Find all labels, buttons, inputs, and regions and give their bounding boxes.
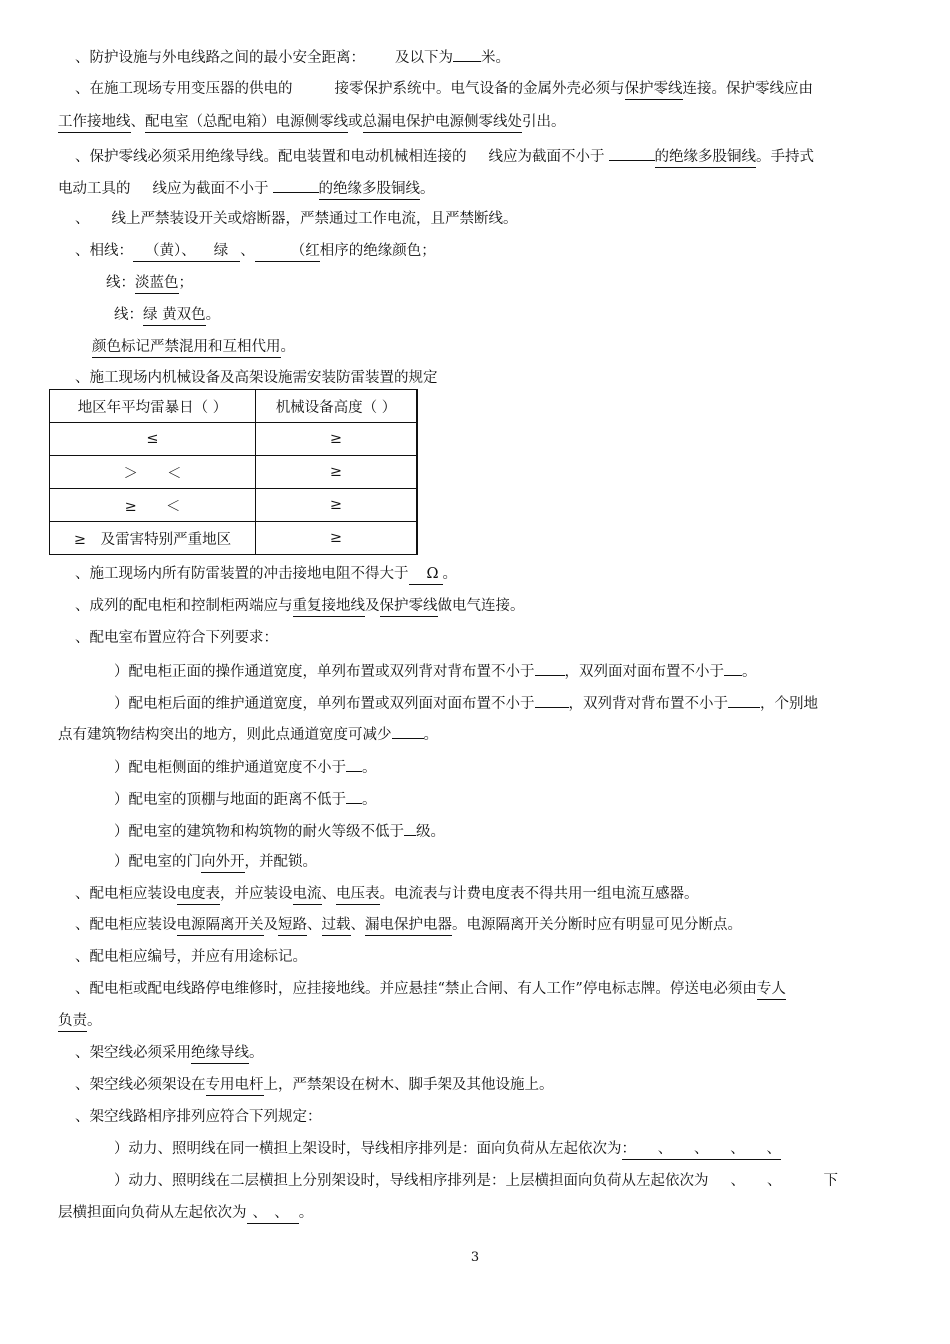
- text: 、配电柜或配电线路停电维修时，应挂接地线。并应悬挂“禁止合闸、有人工作”停电标志牌。停送电必须由: [75, 981, 757, 997]
- item-ground-resistance: [75, 564, 457, 585]
- text: ）配电柜正面的操作通道宽度，单列布置或双列背对背布置不小于: [114, 664, 535, 680]
- answer-underline: Ω: [409, 566, 443, 585]
- text: 线上严禁装设开关或熔断器，严禁通过工作电流，且严禁断线。: [111, 211, 518, 227]
- answer-underline: 绿: [196, 243, 241, 262]
- lightning-protection-table: [49, 389, 418, 555]
- table-header: 机械设备高度（ ）: [256, 390, 418, 423]
- text: 下: [823, 1173, 838, 1189]
- text: 。: [742, 664, 757, 680]
- table-cell: ≥ 及雷害特别严重地区: [50, 522, 256, 555]
- table-cell: ≥ ＜: [50, 489, 256, 522]
- item-side-aisle: [114, 756, 377, 778]
- text: 米。: [481, 50, 510, 66]
- table-cell: ≤: [50, 423, 256, 456]
- answer-underline: 保护零线: [625, 81, 683, 100]
- answer-underline: 的绝缘多股铜线: [655, 149, 757, 168]
- item-neutral-color: [106, 273, 193, 294]
- item-single-crossarm: [114, 1139, 781, 1160]
- text: ）配电柜后面的维护通道宽度，单列布置或双列面对面布置不小于: [114, 696, 535, 712]
- text: 接零保护系统中。电气设备的金属外壳必须与: [334, 81, 625, 97]
- answer-underline: 绿 黄双色: [143, 307, 206, 326]
- table-header-row: [50, 390, 418, 423]
- text: 。: [205, 307, 221, 323]
- text: 、: [75, 211, 90, 227]
- answer-underline: 配电室（总配电箱）电源侧零线: [145, 114, 348, 133]
- answer-underline: （黄）、: [133, 243, 196, 262]
- item-phase-colors: [75, 241, 436, 262]
- item-numbering: [75, 947, 307, 967]
- item-ceiling-height: [114, 788, 377, 810]
- table-cell: ≥: [256, 489, 418, 522]
- answer-underline: 专用电杆: [206, 1077, 264, 1096]
- table-row: [50, 423, 418, 456]
- text: 、成列的配电柜和控制柜两端应与: [75, 598, 293, 614]
- answer-underline: 专人: [757, 981, 786, 1000]
- text: ）配电室的建筑物和构筑物的耐火等级不低于: [114, 824, 404, 840]
- text: 、: [130, 114, 145, 130]
- text: 层横担面向负荷从左起依次为: [58, 1205, 247, 1221]
- item-tn-system-cont: [58, 112, 566, 133]
- text: 。: [362, 760, 377, 776]
- text: 、: [730, 1173, 745, 1189]
- fill-blank: [728, 692, 760, 708]
- text: 、施工现场内所有防雷装置的冲击接地电阻不得大于: [75, 566, 409, 582]
- answer-underline: （红: [255, 243, 320, 262]
- text: 、架空线路相序排列应符合下列规定：: [75, 1109, 322, 1125]
- text: 。: [442, 566, 458, 582]
- text: 点有建筑物结构突出的地方，则此点通道宽度可减少: [58, 727, 392, 743]
- text: 。: [87, 1013, 102, 1029]
- answer-underline: ： 、 、 、 、: [622, 1141, 782, 1160]
- text: 、在施工现场专用变压器的供电的: [75, 81, 293, 97]
- text: 、防护设施与外电线路之间的最小安全距离：: [75, 50, 365, 66]
- item-pe-color: [114, 305, 220, 326]
- text: 相序的绝缘颜色；: [319, 243, 436, 259]
- fill-blank: [535, 660, 565, 676]
- text: 线：: [106, 275, 135, 291]
- text: 、架空线必须架设在: [75, 1077, 206, 1093]
- answer-underline: 工作接地线: [58, 114, 131, 133]
- fill-blank: [453, 46, 481, 62]
- text: 、配电柜应编号，并应有用途标记。: [75, 949, 307, 965]
- fill-blank: [404, 820, 416, 836]
- text: 线应为截面不小于: [152, 181, 269, 197]
- text: 。: [280, 339, 295, 355]
- text: ）动力、照明线在同一横担上架设时，导线相序排列是：面向负荷从左起依次为: [114, 1141, 622, 1157]
- text: 。: [423, 727, 438, 743]
- text: 。: [298, 1205, 314, 1221]
- text: 。: [249, 1045, 264, 1061]
- text: 或: [348, 114, 363, 130]
- text: 级。: [416, 824, 445, 840]
- answer-underline: 总漏电保护电源侧零线处: [363, 114, 523, 133]
- text: 。电流表与计费电度表不得共用一组电流互感器。: [379, 886, 699, 902]
- table-row: [50, 489, 418, 522]
- text: ；: [178, 275, 193, 291]
- text: ，双列面对面布置不小于: [564, 664, 724, 680]
- fill-blank: [392, 723, 424, 739]
- item-protection-devices: [75, 915, 742, 936]
- text: ，并应装设: [220, 886, 293, 902]
- table-row: [50, 456, 418, 489]
- text: 、相线：: [75, 243, 133, 259]
- text: 及: [365, 598, 380, 614]
- item-color-rule: [92, 337, 295, 358]
- item-tn-system: [75, 79, 813, 100]
- text: 、: [767, 1173, 782, 1189]
- answer-underline: 的绝缘多股铜线: [319, 181, 421, 200]
- answer-underline: 、 、: [247, 1205, 299, 1224]
- answer-underline: 绝缘导线: [191, 1045, 249, 1064]
- item-front-aisle: [114, 660, 757, 682]
- text: ）配电柜侧面的维护通道宽度不小于: [114, 760, 346, 776]
- item-no-switch: [75, 209, 518, 229]
- table-cell: ≥: [256, 423, 418, 456]
- text: 、配电室布置应符合下列要求：: [75, 630, 278, 646]
- item-pe-wire-cont: [58, 177, 435, 200]
- answer-underline: 短路: [278, 917, 307, 936]
- fill-blank: [273, 177, 319, 193]
- answer-underline: 过载: [322, 917, 351, 936]
- item-rear-aisle-cont: [58, 723, 438, 745]
- answer-underline: 保护零线: [380, 598, 438, 617]
- item-lightning-heading: [75, 368, 438, 388]
- text: 做电气连接。: [437, 598, 525, 614]
- fill-blank: [346, 756, 362, 772]
- text: 连接。保护零线应由: [682, 81, 813, 97]
- fill-blank: [609, 145, 655, 161]
- text: ）动力、照明线在二层横担上分别架设时，导线相序排列是：上层横担面向负荷从左起依次为: [114, 1173, 709, 1189]
- item-phase-order: [75, 1107, 322, 1127]
- item-cabinet-bonding: [75, 596, 525, 617]
- text: 、施工现场内机械设备及高架设施需安装防雷装置的规定: [75, 370, 438, 386]
- item-rear-aisle: [114, 692, 818, 714]
- text: 上，严禁架设在树木、脚手架及其他设施上。: [263, 1077, 554, 1093]
- fill-blank: [535, 692, 569, 708]
- table-row: [50, 522, 418, 555]
- fill-blank: [346, 788, 362, 804]
- text: 、配电柜应装设: [75, 886, 177, 902]
- text: 。电源隔离开关分断时应有明显可见分断点。: [452, 917, 742, 933]
- text: ）配电室的门: [114, 854, 201, 870]
- text: ，个别地: [760, 696, 818, 712]
- answer-underline: 电压表: [336, 886, 380, 905]
- table-cell: ≥: [256, 522, 418, 555]
- item-safety-distance: [75, 46, 510, 68]
- text: 及: [263, 917, 278, 933]
- text: 、: [307, 917, 322, 933]
- text: 线：: [114, 307, 143, 323]
- item-room-layout: [75, 628, 278, 648]
- answer-underline: 漏电保护电器: [365, 917, 452, 936]
- item-meters: [75, 884, 699, 905]
- answer-underline: 淡蓝色: [135, 275, 179, 294]
- item-maintenance-cont: [58, 1011, 102, 1032]
- table-header: 地区年平均雷暴日（ ）: [50, 390, 256, 423]
- text: 、架空线必须采用: [75, 1045, 191, 1061]
- text: 、: [350, 917, 365, 933]
- text: 引出。: [522, 114, 566, 130]
- item-fire-rating: [114, 820, 445, 842]
- table-cell: ≥: [256, 456, 418, 489]
- text: 、保护零线必须采用绝缘导线。配电装置和电动机械相连接的: [75, 149, 467, 165]
- text: 。: [420, 181, 435, 197]
- page-number: 3: [470, 1250, 480, 1265]
- text: 。: [362, 792, 377, 808]
- item-door: [114, 852, 317, 873]
- text: ）配电室的顶棚与地面的距离不低于: [114, 792, 346, 808]
- text: 、: [240, 243, 255, 259]
- item-overhead-poles: [75, 1075, 554, 1096]
- text: 及以下为: [395, 50, 453, 66]
- answer-underline: 负责: [58, 1013, 87, 1032]
- text: ，双列背对背布置不小于: [568, 696, 728, 712]
- answer-underline: 电度表: [177, 886, 221, 905]
- answer-underline: 电源隔离开关: [177, 917, 264, 936]
- text: 。手持式: [756, 149, 814, 165]
- answer-underline: 电流: [293, 886, 322, 905]
- fill-blank: [724, 660, 742, 676]
- item-double-crossarm-cont: [58, 1203, 313, 1224]
- answer-underline: 重复接地线: [293, 598, 366, 617]
- text: 电动工具的: [58, 181, 131, 197]
- answer-underline: 颜色标记严禁混用和互相代用: [92, 339, 281, 358]
- table-cell: ＞ ＜: [50, 456, 256, 489]
- text: 、配电柜应装设: [75, 917, 177, 933]
- answer-underline: 向外开: [201, 854, 245, 873]
- item-maintenance: [75, 979, 786, 1000]
- text: 、: [321, 886, 336, 902]
- text: ，并配锁。: [244, 854, 317, 870]
- item-overhead-insulated: [75, 1043, 264, 1064]
- item-pe-wire: [75, 145, 814, 168]
- text: 线应为截面不小于: [488, 149, 605, 165]
- item-double-crossarm: [114, 1171, 838, 1191]
